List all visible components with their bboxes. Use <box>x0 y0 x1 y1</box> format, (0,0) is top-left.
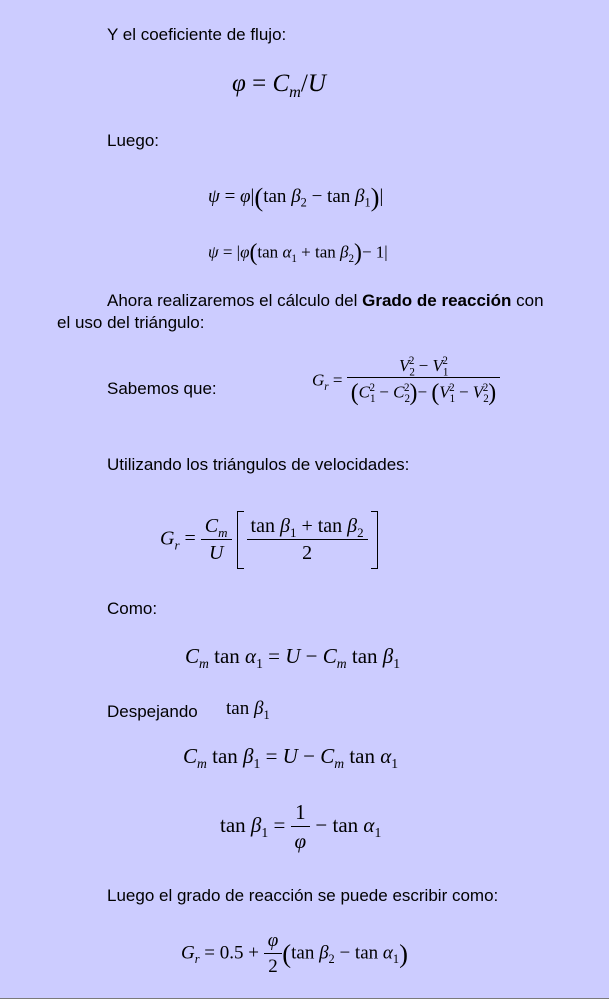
equation-reaction-degree-triangles: $G_r$ = $\frac{C_m}{U}$ $\frac{\tan \beta_1 + \tan \beta_2}{2}$ <box>160 515 378 565</box>
equation-psi-2: ψ = |φ(tan $\alpha_1 + \tan \beta_2)- 1|$ <box>208 240 388 266</box>
equation-tan-beta1-inline: $\tan \beta_1$ <box>226 698 270 722</box>
equation-reaction-degree-definition: $G_r$ = $\frac{V_2^2 - V_1^2}{(C_1^2 - C_2^2)- (V_1^2 - V_2^2)}$ <box>312 356 500 407</box>
equation-tan-beta1: $\tan \beta_1$ = $\frac{1}{\varphi}$ − $\tan \alpha_1$ <box>220 800 382 853</box>
paragraph-sabemos: Sabemos que: <box>107 379 217 398</box>
paragraph-flow-coefficient: Y el coeficiente de flujo: <box>107 25 287 44</box>
paragraph-luego: Luego: <box>107 131 159 150</box>
equation-como: $C_m$ $\tan \alpha_1 = U - C_m$ $\tan \beta_1$ <box>185 644 401 672</box>
equation-reaction-degree-final: $G_r = 0.5$ + $\frac{\varphi}{2}$ (tan $\beta_2 - \tan \alpha_1$) <box>181 930 408 977</box>
paragraph-luego-grado: Luego el grado de reacción se puede escribir como: <box>107 886 499 905</box>
equation-despeje: $C_m$ $\tan \beta_1 = U - C_m$ $\tan \alpha_1$ <box>183 744 399 772</box>
equation-psi-1: ψ = φ|(tan $\beta_2 - \tan \beta_1)|$ <box>208 182 384 212</box>
paragraph-grado-reaccion: Ahora realizaremos el cálculo del Grado de reacción con <box>107 291 544 310</box>
paragraph-uso-triangulo: el uso del triángulo: <box>57 313 205 332</box>
equation-flow-coefficient: $\varphi = C_m/U$ <box>232 70 326 101</box>
paragraph-utilizando: Utilizando los triángulos de velocidades: <box>107 455 410 474</box>
paragraph-como: Como: <box>107 599 158 618</box>
paragraph-despejando: Despejando <box>107 702 198 721</box>
